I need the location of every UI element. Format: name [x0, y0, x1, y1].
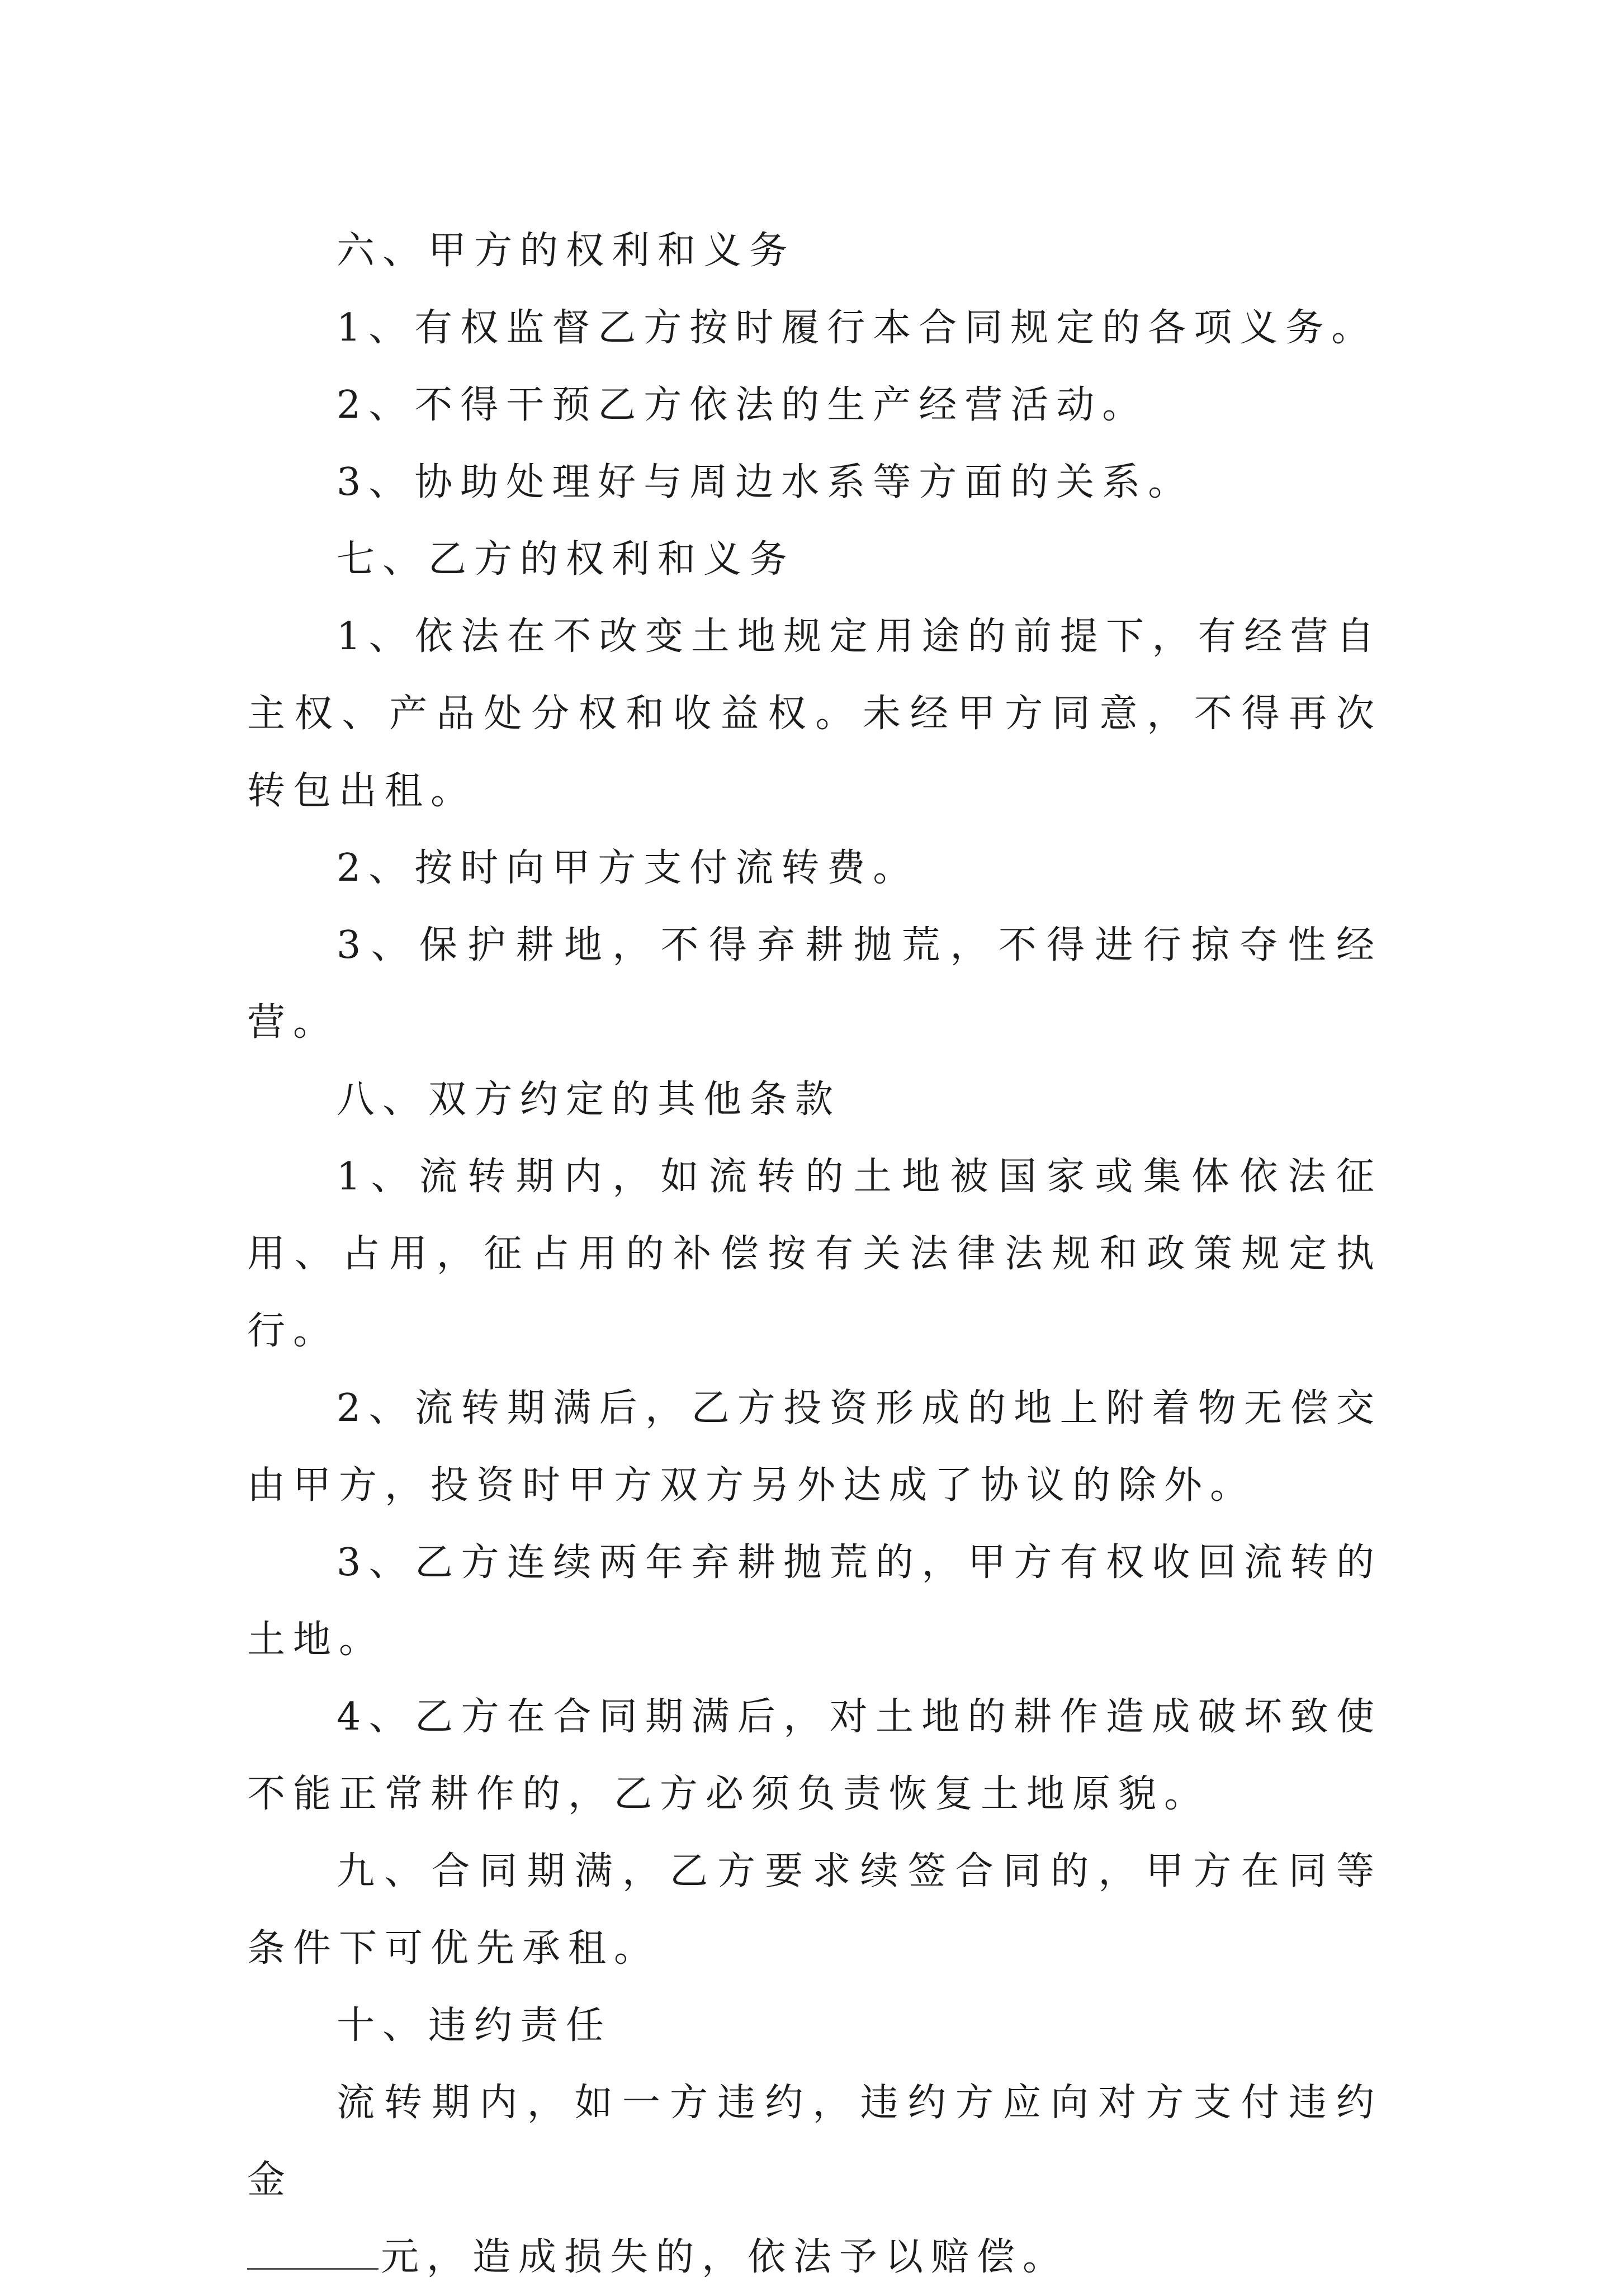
clause-8-2: 2、流转期满后，乙方投资形成的地上附着物无偿交由甲方，投资时甲方双方另外达成了协议的除外。 — [247, 1386, 1382, 1508]
clause-6-3: 3、协助处理好与周边水系等方面的关系。 — [337, 460, 1194, 504]
clause-6-2: 2、不得干预乙方依法的生产经营活动。 — [337, 383, 1148, 427]
clause-10-body: 流转期内，如一方违约，违约方应向对方支付违约金 — [247, 2081, 1382, 2202]
clause-10-tail-text: 元，造成损失的，依法予以赔偿。 — [381, 2235, 1069, 2279]
contract-text — [247, 212, 1382, 2296]
heading-breach: 十、违约责任 — [337, 2004, 612, 2048]
clause-6-1: 1、有权监督乙方按时履行本合同规定的各项义务。 — [337, 306, 1378, 350]
clause-8-4: 4、乙方在合同期满后，对土地的耕作造成破坏致使不能正常耕作的，乙方必须负责恢复土地原貌。 — [247, 1695, 1382, 1816]
clause-8-1: 1、流转期内，如流转的土地被国家或集体依法征用、占用，征占用的补偿按有关法律法规和政策规定执行。 — [247, 1155, 1382, 1353]
clause-7-2: 2、按时向甲方支付流转费。 — [337, 846, 919, 890]
clause-7-3: 3、保护耕地，不得弃耕抛荒，不得进行掠夺性经营。 — [247, 923, 1382, 1045]
heading-party-b-rights: 七、乙方的权利和义务 — [337, 537, 796, 582]
clause-8-3: 3、乙方连续两年弃耕抛荒的，甲方有权收回流转的土地。 — [247, 1541, 1382, 1662]
heading-party-a-rights: 六、甲方的权利和义务 — [337, 229, 796, 273]
heading-other-terms: 八、双方约定的其他条款 — [337, 1078, 841, 1122]
clause-10-tail — [247, 2219, 1382, 2296]
clause-9: 九、合同期满，乙方要求续签合同的，甲方在同等条件下可优先承租。 — [247, 1849, 1382, 1971]
blank-amount-field[interactable] — [247, 2234, 379, 2270]
clause-7-1: 1、依法在不改变土地规定用途的前提下，有经营自主权、产品处分权和收益权。未经甲方同意，不得再次转包出租。 — [247, 615, 1382, 813]
